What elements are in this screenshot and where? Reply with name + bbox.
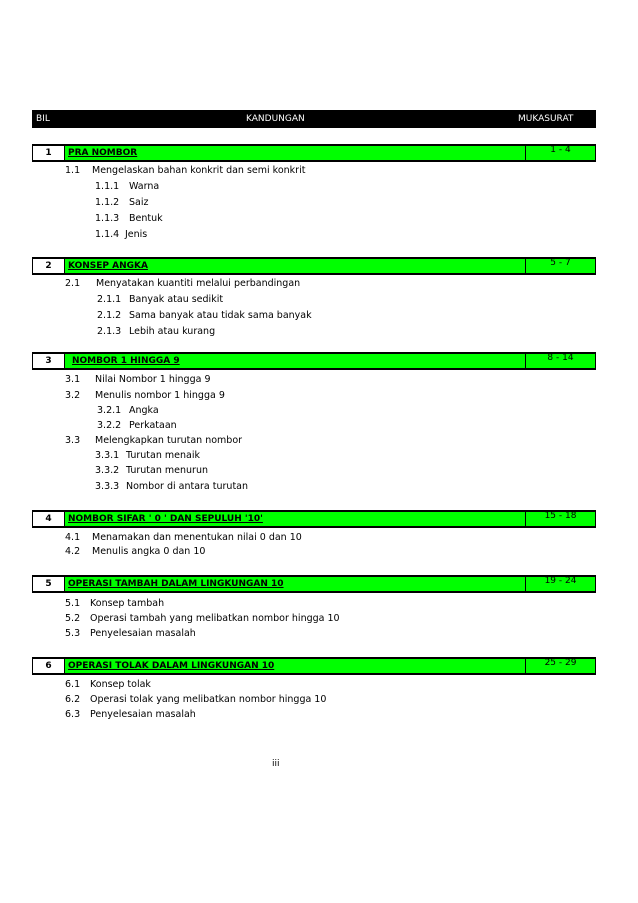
toc-item: 3.2.2 Perkataan — [97, 420, 177, 431]
section-row-3 — [32, 352, 596, 370]
section-pages: 15 - 18 — [526, 512, 595, 526]
section-pages: 8 - 14 — [526, 354, 595, 368]
toc-header-bar — [32, 110, 596, 128]
toc-item: 1.1.4 Jenis — [95, 229, 148, 240]
section-row-4 — [32, 510, 596, 528]
section-title: NOMBOR 1 HINGGA 9 — [64, 354, 526, 368]
toc-item: 4.2 Menulis angka 0 dan 10 — [65, 546, 206, 557]
section-row-6 — [32, 657, 596, 675]
section-pages: 25 - 29 — [526, 659, 595, 673]
header-bil: BIL — [36, 114, 50, 124]
page-number: iii — [272, 759, 280, 769]
toc-item: 3.3 Melengkapkan turutan nombor — [65, 435, 243, 446]
toc-item: 1.1.1 Warna — [95, 181, 160, 192]
toc-item: 1.1 Mengelaskan bahan konkrit dan semi konkrit — [65, 165, 306, 176]
toc-item: 2.1.3 Lebih atau kurang — [97, 326, 216, 337]
toc-item: 5.1 Konsep tambah — [65, 598, 165, 609]
toc-item: 1.1.2 Saiz — [95, 197, 149, 208]
section-row-1 — [32, 144, 596, 162]
toc-item: 5.3 Penyelesaian masalah — [65, 628, 196, 639]
header-kandungan: KANDUNGAN — [246, 114, 305, 124]
toc-item: 4.1 Menamakan dan menentukan nilai 0 dan 10 — [65, 532, 302, 543]
section-number: 3 — [45, 356, 52, 366]
section-row-5 — [32, 575, 596, 593]
section-number: 2 — [45, 261, 52, 271]
section-number: 1 — [45, 148, 52, 158]
section-title: KONSEP ANGKA — [64, 259, 526, 273]
section-pages: 1 - 4 — [526, 146, 595, 160]
toc-item: 5.2 Operasi tambah yang melibatkan nombor hingga 10 — [65, 613, 340, 624]
section-title: PRA NOMBOR — [64, 146, 526, 160]
toc-item: 6.2 Operasi tolak yang melibatkan nombor hingga 10 — [65, 694, 327, 705]
toc-item: 6.3 Penyelesaian masalah — [65, 709, 196, 720]
toc-item: 1.1.3 Bentuk — [95, 213, 163, 224]
section-title: NOMBOR SIFAR ' 0 ' DAN SEPULUH '10' — [64, 512, 526, 526]
toc-item: 2.1.2 Sama banyak atau tidak sama banyak — [97, 310, 312, 321]
header-mukasurat: MUKASURAT — [518, 114, 574, 124]
section-number: 5 — [45, 579, 52, 589]
section-pages: 5 - 7 — [526, 259, 595, 273]
section-pages: 19 - 24 — [526, 577, 595, 591]
section-row-2 — [32, 257, 596, 275]
section-number: 6 — [45, 661, 52, 671]
toc-item: 6.1 Konsep tolak — [65, 679, 151, 690]
toc-item: 2.1 Menyatakan kuantiti melalui perbandingan — [65, 278, 301, 289]
toc-item: 3.3.1 Turutan menaik — [95, 450, 200, 461]
toc-item: 2.1.1 Banyak atau sedikit — [97, 294, 224, 305]
toc-item: 3.1 Nilai Nombor 1 hingga 9 — [65, 374, 211, 385]
section-title: OPERASI TAMBAH DALAM LINGKUNGAN 10 — [64, 577, 526, 591]
toc-item: 3.2.1 Angka — [97, 405, 159, 416]
toc-item: 3.3.2 Turutan menurun — [95, 465, 208, 476]
toc-item: 3.3.3 Nombor di antara turutan — [95, 481, 249, 492]
section-number: 4 — [45, 514, 52, 524]
section-title: OPERASI TOLAK DALAM LINGKUNGAN 10 — [64, 659, 526, 673]
toc-item: 3.2 Menulis nombor 1 hingga 9 — [65, 390, 225, 401]
